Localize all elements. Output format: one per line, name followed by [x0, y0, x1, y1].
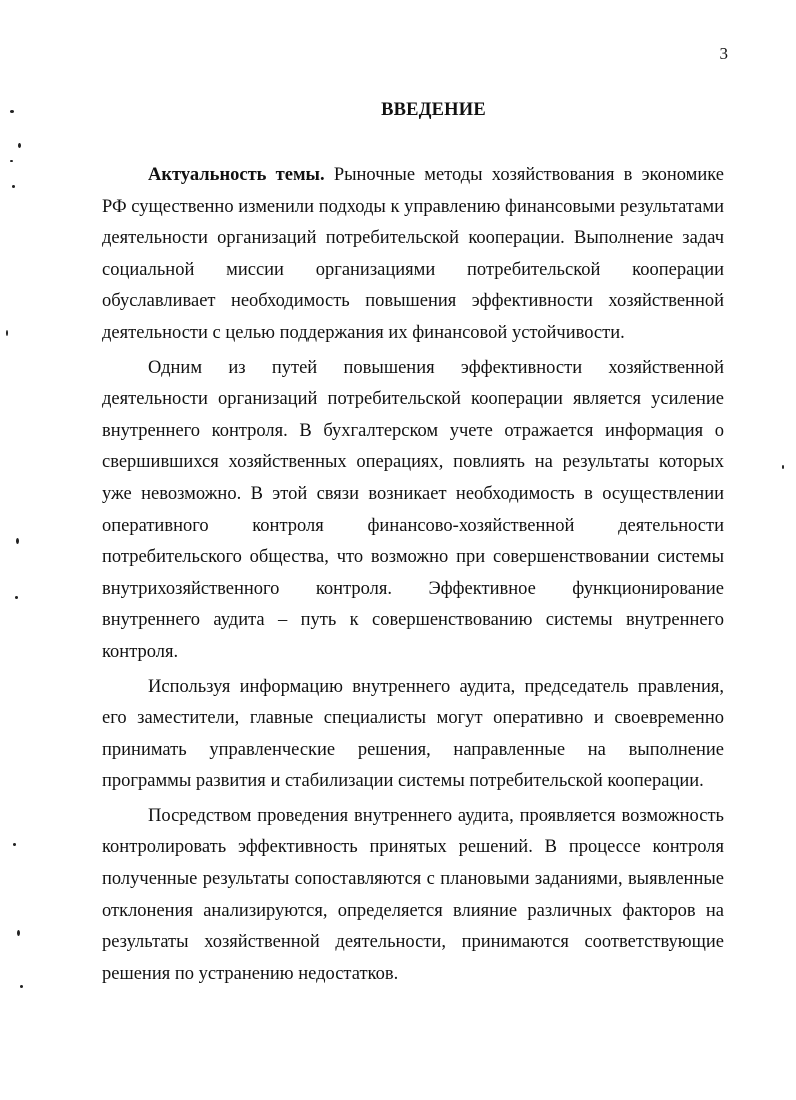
scan-speck	[10, 110, 14, 113]
page-title: ВВЕДЕНИЕ	[381, 100, 486, 120]
scan-speck	[17, 930, 20, 936]
paragraph-internal-control: Одним из путей повышения эффективности хозяйственной деятельности организаций потребительской кооперации является усиление внутреннего контроля. В бухгалтерском учете отражается информация о свершившихся хозяйственных операциях, повлиять на результаты которых уже невозможно. В этой связи возникает необходимость в осуществлении оперативного контроля финансово-хозяйственной деятельности потребительского общества, что возможно при совершенствовании системы внутрихозяйственного контроля. Эффективное функционирование внутреннего аудита – путь к совершенствованию системы внутреннего контроля.	[102, 357, 724, 662]
scan-speck	[782, 465, 784, 469]
scan-speck	[13, 843, 16, 846]
scan-speck	[12, 185, 15, 188]
scan-speck	[20, 985, 23, 988]
scan-speck	[10, 160, 13, 162]
scan-speck	[18, 143, 21, 148]
paragraph-audit-efficiency: Посредством проведения внутреннего аудита, проявляется возможность контролировать эффективность принятых решений. В процессе контроля полученные результаты сопоставляются с плановыми заданиями, выявленные отклонения анализируются, определяется влияние различных факторов на результаты хозяйственной деятельности, принимаются соответствующие решения по устранению недостатков.	[102, 805, 724, 984]
body-text	[102, 160, 724, 990]
paragraph-lead: Актуальность темы.	[148, 165, 325, 185]
page-number: 3	[719, 44, 728, 63]
paragraph-audit-information: Используя информацию внутреннего аудита, председатель правления, его заместители, главные специалисты могут оперативно и своевременно принимать управленческие решения, направленные на выполнение программы развития и стабилизации системы потребительской кооперации.	[102, 676, 724, 792]
scan-speck	[16, 538, 19, 544]
scan-speck	[15, 596, 18, 599]
paragraph-relevance	[102, 160, 724, 350]
paragraph-text: Рыночные методы хозяйствования в экономике РФ существенно изменили подходы к управлению финансовыми результатами деятельности организаций потребительской кооперации. Выполнение задач социальной миссии организациями потребительской кооперации обуславливает необходимость повышения эффективности хозяйственной деятельности с целью поддержания их финансовой устойчивости.	[102, 165, 724, 343]
scan-speck	[6, 330, 8, 336]
